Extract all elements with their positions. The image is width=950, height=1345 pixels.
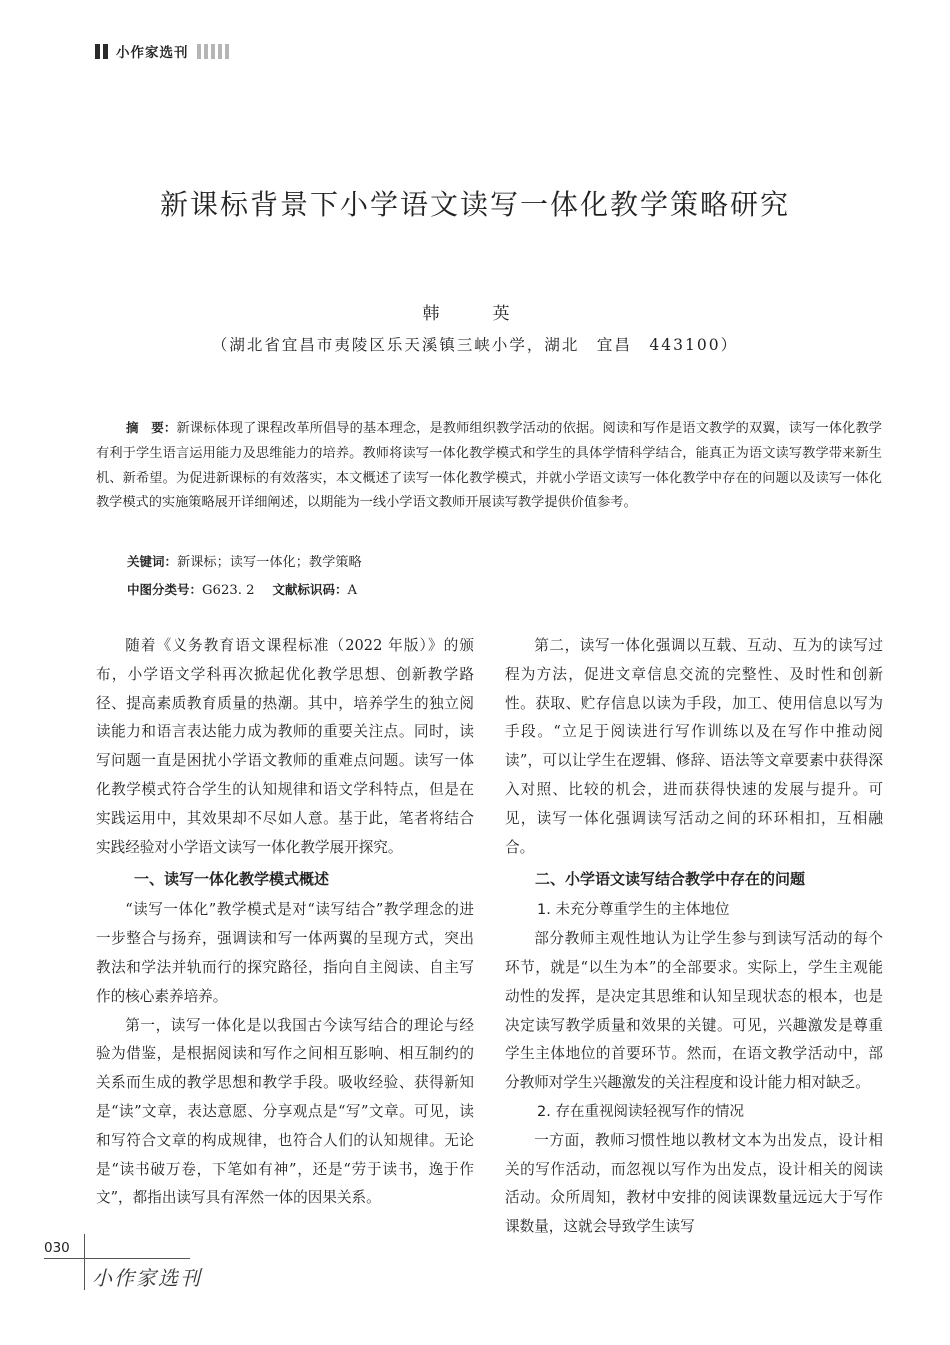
abstract-label: 摘 要： bbox=[126, 420, 177, 435]
subsection-2-heading: 2. 存在重视阅读轻视写作的情况 bbox=[537, 1103, 744, 1120]
paragraph: 第一，读写一体化是以我国古今读写结合的理论与经验为借鉴，是根据阅读和写作之间相互影响、相互制约的关系而生成的教学思想和教学手段。吸收经验、获得新知是“读”文章，表达意愿、分享观点是“写”文章。可见，读和写符合文章的构成规律，也符合人们的认知规律。无论是“读书破万卷，下笔如有神”，还是“劳于读书，逸于作文”，都指出读写具有浑然一体的因果关系。 bbox=[96, 1016, 474, 1207]
doc-code-value: A bbox=[347, 583, 358, 598]
clc-label: 中图分类号： bbox=[127, 582, 203, 597]
article-title: 新课标背景下小学语文读写一体化教学策略研究 bbox=[159, 188, 790, 221]
left-column bbox=[96, 632, 474, 1213]
intro-paragraph: 随着《义务教育语文课程标准（2022 年版）》的颁布，小学语文学科再次掀起优化教学思想、创新教学路径、提高素质教育质量的热潮。其中，培养学生的独立阅读能力和语言表达能力成为教师的重要关注点。同时，读写问题一直是困扰小学语文教师的重难点问题。读写一体化教学模式符合学生的认知规律和语文学科特点，但是在实践运用中，其效果却不尽如人意。基于此，笔者将结合实践经验对小学语文读写一体化教学展开探究。 bbox=[96, 637, 474, 856]
abstract bbox=[96, 416, 882, 516]
doc-code-label: 文献标识码： bbox=[272, 582, 348, 597]
header-bar-light bbox=[218, 44, 222, 59]
section-1-heading: 一、读写一体化教学模式概述 bbox=[134, 870, 330, 889]
keywords-line bbox=[127, 550, 362, 575]
header-bar-dark bbox=[95, 44, 100, 59]
keywords-text: 新课标；读写一体化；教学策略 bbox=[177, 555, 362, 570]
paragraph: “读写一体化”教学模式是对“读写结合”教学理念的进一步整合与扬弃，强调读和写一体两翼的呈现方式，突出教法和学法并轨而行的探究路径，指向自主阅读、自主写作的核心素养培养。 bbox=[96, 901, 474, 1005]
subsection-1-heading: 1. 未充分尊重学生的主体地位 bbox=[537, 902, 730, 919]
author-affiliation: （湖北省宜昌市夷陵区乐天溪镇三峡小学，湖北 宜昌 443100） bbox=[211, 336, 739, 354]
section-2-heading: 二、小学语文读写结合教学中存在的问题 bbox=[535, 870, 806, 889]
footer-vertical-rule bbox=[84, 1234, 85, 1290]
right-column bbox=[505, 632, 883, 1242]
paragraph: 第二，读写一体化强调以互载、互动、互为的读写过程为方法，促进文章信息交流的完整性、及时性和创新性。获取、贮存信息以读为手段，加工、使用信息以写为手段。“立足于阅读进行写作训练以及在写作中推动阅读”，可以让学生在逻辑、修辞、语法等文章要素中获得深入对照、比较的机会，进而获得快速的发展与提升。可见，读写一体化强调读写活动之间的环环相扣，互相融合。 bbox=[505, 637, 883, 856]
footer-logo: 小作家选刊 bbox=[92, 1266, 202, 1290]
clc-value: G623. 2 bbox=[202, 583, 255, 598]
footer-rule bbox=[44, 1258, 190, 1259]
journal-header bbox=[95, 41, 232, 61]
author-name: 韩 英 bbox=[422, 304, 528, 324]
header-bar-light bbox=[211, 44, 215, 59]
keywords-label: 关键词： bbox=[127, 554, 178, 569]
paragraph: 部分教师主观性地认为让学生参与到读写活动的每个环节，就是“以生为本”的全部要求。实际上，学生主观能动性的发挥，是决定其思维和认知呈现状态的根本，也是决定读写教学质量和效果的关键。可见，兴趣激发是尊重学生主体地位的首要环节。然而，在语文教学活动中，部分教师对学生兴趣激发的关注程度和设计能力相对缺乏。 bbox=[505, 930, 883, 1092]
journal-name: 小作家选刊 bbox=[116, 45, 189, 61]
header-bar-light bbox=[204, 44, 208, 59]
header-bar-light bbox=[225, 44, 229, 59]
paragraph: 一方面，教师习惯性地以教材文本为出发点，设计相关的写作活动，而忽视以写作为出发点，设计相关的阅读活动。众所周知，教材中安排的阅读课数量远远大于写作课数量，这就会导致学生读写 bbox=[505, 1131, 883, 1236]
classification-line bbox=[127, 578, 357, 603]
header-bar-dark bbox=[103, 44, 108, 59]
page-number: 030 bbox=[44, 1240, 70, 1256]
header-bar-light bbox=[197, 44, 201, 59]
abstract-text: 新课标体现了课程改革所倡导的基本理念，是教师组织教学活动的依据。阅读和写作是语文教学的双翼，读写一体化教学有利于学生语言运用能力及思维能力的培养。教师将读写一体化教学模式和学生的具体学情科学结合，能真正为语文读写教学带来新生机、新希望。为促进新课标的有效落实，本文概述了读写一体化教学模式，并就小学语文读写一体化教学中存在的问题以及读写一体化教学模式的实施策略展开详细阐述，以期能为一线小学语文教师开展读写教学提供价值参考。 bbox=[96, 421, 882, 511]
